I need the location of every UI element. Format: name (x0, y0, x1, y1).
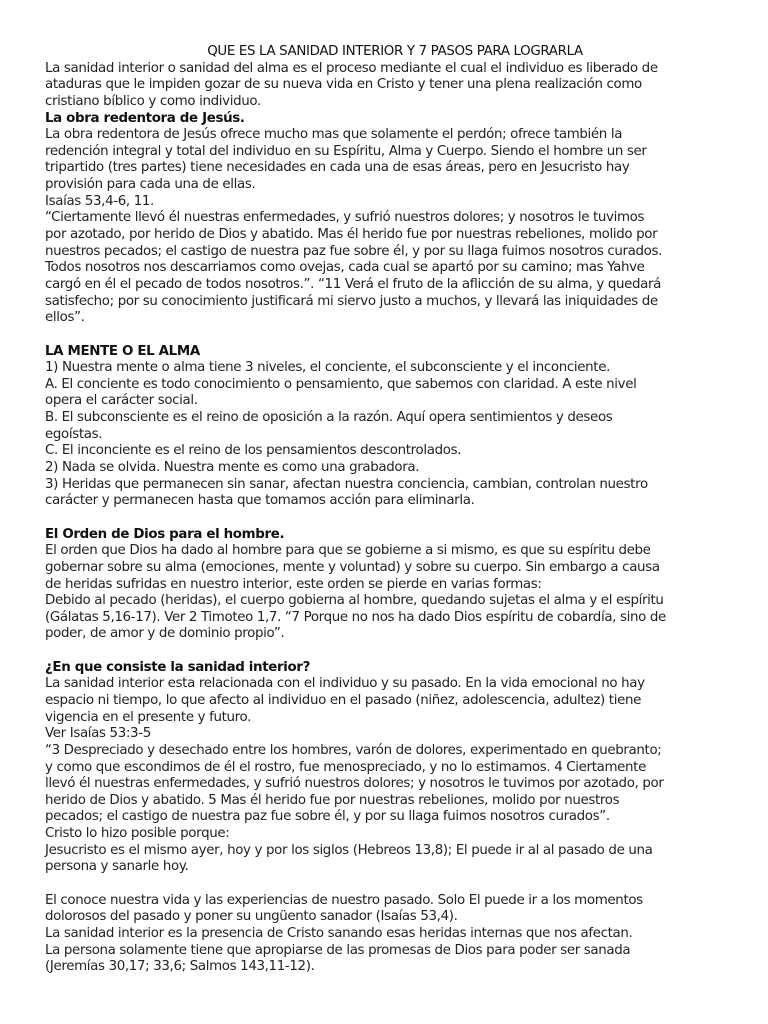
section (45, 527, 745, 660)
paragraph-line: satisfecho; por su conocimiento justificará mi siervo justo a muchos, y llevará las iniquidades de (45, 293, 658, 309)
section (45, 660, 745, 976)
paragraph-line: vigencia en el presente y futuro. (45, 709, 252, 725)
blank-line (45, 510, 745, 527)
paragraph-line: C. El inconciente es el reino de los pensamientos descontrolados. (45, 443, 462, 459)
paragraph-line: persona y sanarle hoy. (45, 859, 189, 875)
document-page (45, 44, 745, 976)
paragraph-line: carácter y permanecen hasta que tomamos acción para eliminarla. (45, 493, 475, 509)
paragraph-line: A. El conciente es todo conocimiento o pensamiento, que sabemos con claridad. A este nivel (45, 376, 637, 392)
paragraph-line: B. El subconsciente es el reino de oposición a la razón. Aquí opera sentimientos y deseos (45, 410, 613, 426)
blank-line (45, 643, 745, 660)
document-body (45, 61, 745, 976)
paragraph-line: ataduras que le impiden gozar de su nueva vida en Cristo y tener una plena realización como (45, 77, 642, 93)
paragraph-line: nuestros pecados; el castigo de nuestra paz fue sobre él, y por su llaga fuimos nosotros curados. (45, 243, 663, 259)
paragraph-line: dolorosos del pasado y poner su ungüento sanador (Isaías 53,4). (45, 909, 458, 925)
section-heading: La obra redentora de Jesús. (45, 110, 245, 126)
paragraph-line: poder, de amor y de dominio propio”. (45, 626, 285, 642)
paragraph-line: cargó en él el pecado de todos nosotros.”. “11 Verá el fruto de la aflicción de su alma, y quedará (45, 276, 662, 292)
paragraph-line: (Jeremías 30,17; 33,6; Salmos 143,11-12). (45, 959, 315, 975)
paragraph-line: de heridas sufridas en nuestro interior, este orden se pierde en varias formas: (45, 576, 542, 592)
paragraph-line: El orden que Dios ha dado al hombre para que se gobierne a si mismo, es que su espíritu debe (45, 543, 651, 559)
paragraph-line: tripartido (tres partes) tiene necesidades en cada una de esas áreas, pero en Jesucristo hay (45, 160, 630, 176)
paragraph-line: La sanidad interior esta relacionada con el individuo y su pasado. En la vida emocional no hay (45, 676, 645, 692)
section (45, 344, 745, 527)
paragraph-line: La sanidad interior es la presencia de Cristo sanando esas heridas internas que nos afectan. (45, 925, 633, 941)
paragraph-line: y como que escondimos de él el rostro, fue menospreciado, y no lo estimamos. 4 Ciertamente (45, 759, 646, 775)
paragraph-line: Isaías 53,4-6, 11. (45, 193, 154, 209)
paragraph-line: El conoce nuestra vida y las experiencias de nuestro pasado. Solo El puede ir a los momentos (45, 892, 643, 908)
paragraph-line: Cristo lo hizo posible porque: (45, 826, 230, 842)
paragraph-line: espacio ni tiempo, lo que afecto al individuo en el pasado (niñez, adolescencia, adultez) tiene (45, 692, 641, 708)
paragraph-line: La sanidad interior o sanidad del alma es el proceso mediante el cual el individuo es liberado de (45, 60, 658, 76)
paragraph-line: redención integral y total del individuo en su Espíritu, Alma y Cuerpo. Siendo el hombre un ser (45, 143, 647, 159)
paragraph-line: ellos”. (45, 310, 85, 326)
paragraph-line: provisión para cada una de ellas. (45, 177, 256, 193)
section (45, 61, 745, 111)
paragraph-line: egoístas. (45, 426, 103, 442)
paragraph-line: cristiano bíblico y como individuo. (45, 93, 261, 109)
blank-line (45, 876, 745, 893)
paragraph-line: Debido al pecado (heridas), el cuerpo gobierna al hombre, quedando sujetas el alma y el espíritu (45, 593, 664, 609)
blank-line (45, 327, 745, 344)
section (45, 111, 745, 344)
paragraph-line: Jesucristo es el mismo ayer, hoy y por los siglos (Hebreos 13,8); El puede ir al al pasado de una (45, 842, 653, 858)
section-heading: ¿En que consiste la sanidad interior? (45, 659, 311, 675)
paragraph-line: Ver Isaías 53:3-5 (45, 726, 151, 742)
paragraph-line: La persona solamente tiene que apropiarse de las promesas de Dios para poder ser sanada (45, 942, 631, 958)
section-heading: El Orden de Dios para el hombre. (45, 526, 285, 542)
paragraph-line: Todos nosotros nos descarriamos como ovejas, cada cual se apartó por su camino; mas Yahve (45, 260, 645, 276)
paragraph-line: 1) Nuestra mente o alma tiene 3 niveles, el conciente, el subconsciente y el inconciente. (45, 360, 610, 376)
paragraph-line: pecados; el castigo de nuestra paz fue sobre él, y por su llaga fuimos nosotros curados”. (45, 809, 610, 825)
paragraph-line: gobernar sobre su alma (emociones, mente y voluntad) y sobre su cuerpo. Sin embargo a causa (45, 559, 660, 575)
paragraph-line: opera el carácter social. (45, 393, 198, 409)
paragraph-line: “3 Despreciado y desechado entre los hombres, varón de dolores, experimentado en quebranto; (45, 742, 662, 758)
paragraph-line: “Ciertamente llevó él nuestras enfermedades, y sufrió nuestros dolores; y nosotros le tuvimos (45, 210, 645, 226)
paragraph-line: llevó él nuestras enfermedades, y sufrió nuestros dolores; y nosotros le tuvimos por azotado, por (45, 776, 664, 792)
paragraph-line: La obra redentora de Jesús ofrece mucho mas que solamente el perdón; ofrece también la (45, 127, 623, 143)
paragraph-line: 3) Heridas que permanecen sin sanar, afectan nuestra conciencia, cambian, controlan nuestro (45, 476, 648, 492)
paragraph-line: (Gálatas 5,16-17). Ver 2 Timoteo 1,7. “7 Porque no nos ha dado Dios espíritu de cobardía, sino de (45, 609, 666, 625)
paragraph-line: herido de Dios y abatido. 5 Mas él herido fue por nuestras rebeliones, molido por nuestros (45, 792, 620, 808)
section-heading: LA MENTE O EL ALMA (45, 343, 200, 359)
paragraph-line: 2) Nada se olvida. Nuestra mente es como una grabadora. (45, 460, 420, 476)
document-title: QUE ES LA SANIDAD INTERIOR Y 7 PASOS PARA LOGRARLA (207, 44, 583, 59)
paragraph-line: por azotado, por herido de Dios y abatido. Mas él herido fue por nuestras rebeliones, molido por (45, 227, 658, 243)
